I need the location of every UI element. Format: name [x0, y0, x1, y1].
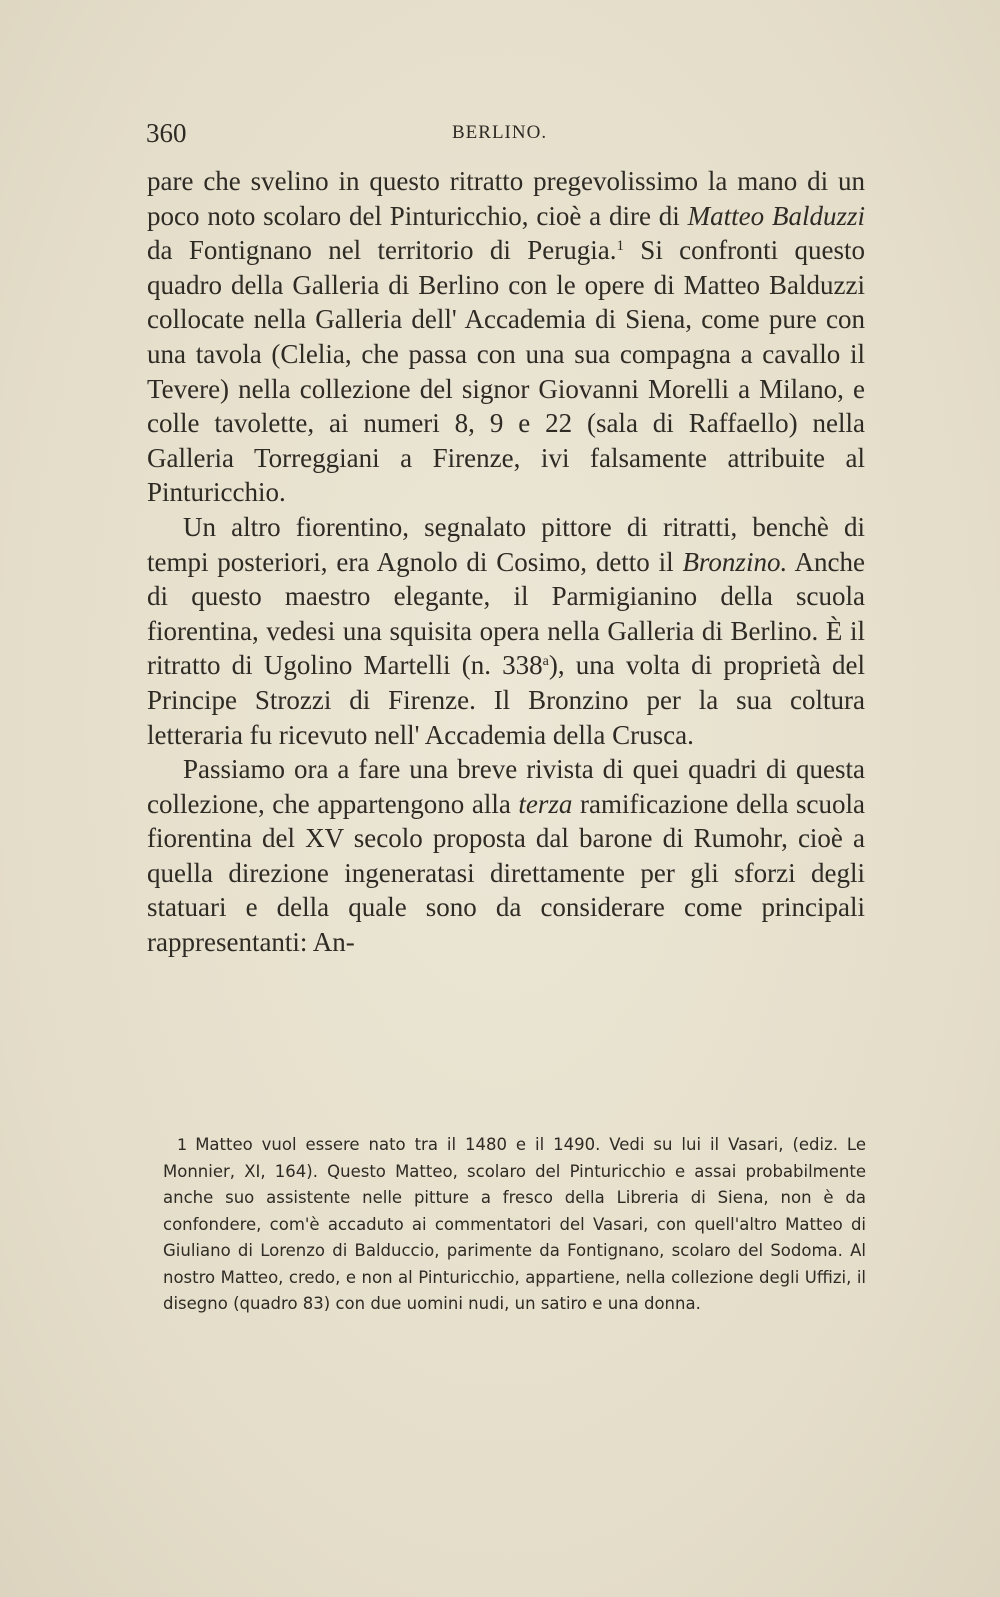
text-run: Un altro fiorentino, segnalato pittore di ritratti, benchè di tempi posteriori, era Agnolo di Cosimo, detto il	[147, 511, 865, 577]
superscript: a	[542, 654, 549, 670]
paragraph-1	[147, 164, 865, 510]
text-run: ), una volta di proprietà del Principe Strozzi di Firenze. Il Bronzino per la sua coltura letteraria fu ricevuto nell' Accademia della Crusca.	[147, 650, 865, 750]
text-run: pare che svelino in questo ritratto pregevolissimo la mano di un poco noto scolaro del Pinturicchio, cioè a dire di	[147, 166, 865, 231]
paragraph-2	[147, 510, 865, 752]
italic-word: terza	[518, 788, 573, 819]
text-run: da Fontignano nel territorio di Perugia.	[147, 235, 617, 266]
running-head: BERLINO.	[452, 122, 548, 143]
page-header	[146, 118, 866, 154]
text-run: ramificazione della scuola fiorentina del XV secolo proposta dal barone di Rumohr, cioè a quella direzione ingeneratasi direttamente per gli sforzi degli statuari e della quale sono da considerare come principali rappresentanti: An-	[147, 788, 866, 958]
paragraph-3	[147, 752, 865, 960]
page-number: 360	[146, 118, 187, 148]
text-run: Anche di questo maestro elegante, il Parmigianino della scuola fiorentina, vedesi una squisita opera nella Galleria di Berlino. È il ritratto di Ugolino Martelli (n. 338	[147, 546, 865, 681]
footnote-marker: 1	[177, 1135, 188, 1154]
footnote-reference: 1	[616, 238, 624, 255]
italic-name: Matteo Balduzzi	[687, 200, 865, 231]
text-run: Passiamo ora a fare una breve rivista di quei quadri di questa collezione, che appartengono alla	[147, 754, 865, 819]
main-text	[147, 164, 865, 960]
footnote-1	[163, 1132, 866, 1318]
footnotes	[163, 1132, 866, 1318]
footnote-text: Matteo vuol essere nato tra il 1480 e il 1490. Vedi su lui il Vasari, (ediz. Le Monnier, XI, 164). Questo Matteo, scolaro del Pinturicchio e assai probabilmente anche suo assistente nelle pitture a fresco della Libreria di Siena, non è da confondere, com'è accaduto ai commentatori del Vasari, con quell'altro Matteo di Giuliano di Lorenzo di Balduccio, parimente da Fontignano, scolaro del Sodoma. Al nostro Matteo, credo, e non al Pinturicchio, appartiene, nella collezione degli Uffizi, il disegno (quadro 83) con due uomini nudi, un satiro e una donna.	[163, 1135, 866, 1313]
text-run: Si confronti questo quadro della Galleria di Berlino con le opere di Matteo Balduzzi collocate nella Galleria dell' Accademia di Siena, come pure con una tavola (Clelia, che passa con una sua compagna a cavallo il Tevere) nella collezione del signor Giovanni Morelli a Milano, e colle tavolette, ai numeri 8, 9 e 22 (sala di Raffaello) nella Galleria Torreggiani a Firenze, ivi falsamente attribuite al Pinturicchio.	[147, 235, 865, 508]
italic-name: Bronzino.	[682, 546, 788, 577]
